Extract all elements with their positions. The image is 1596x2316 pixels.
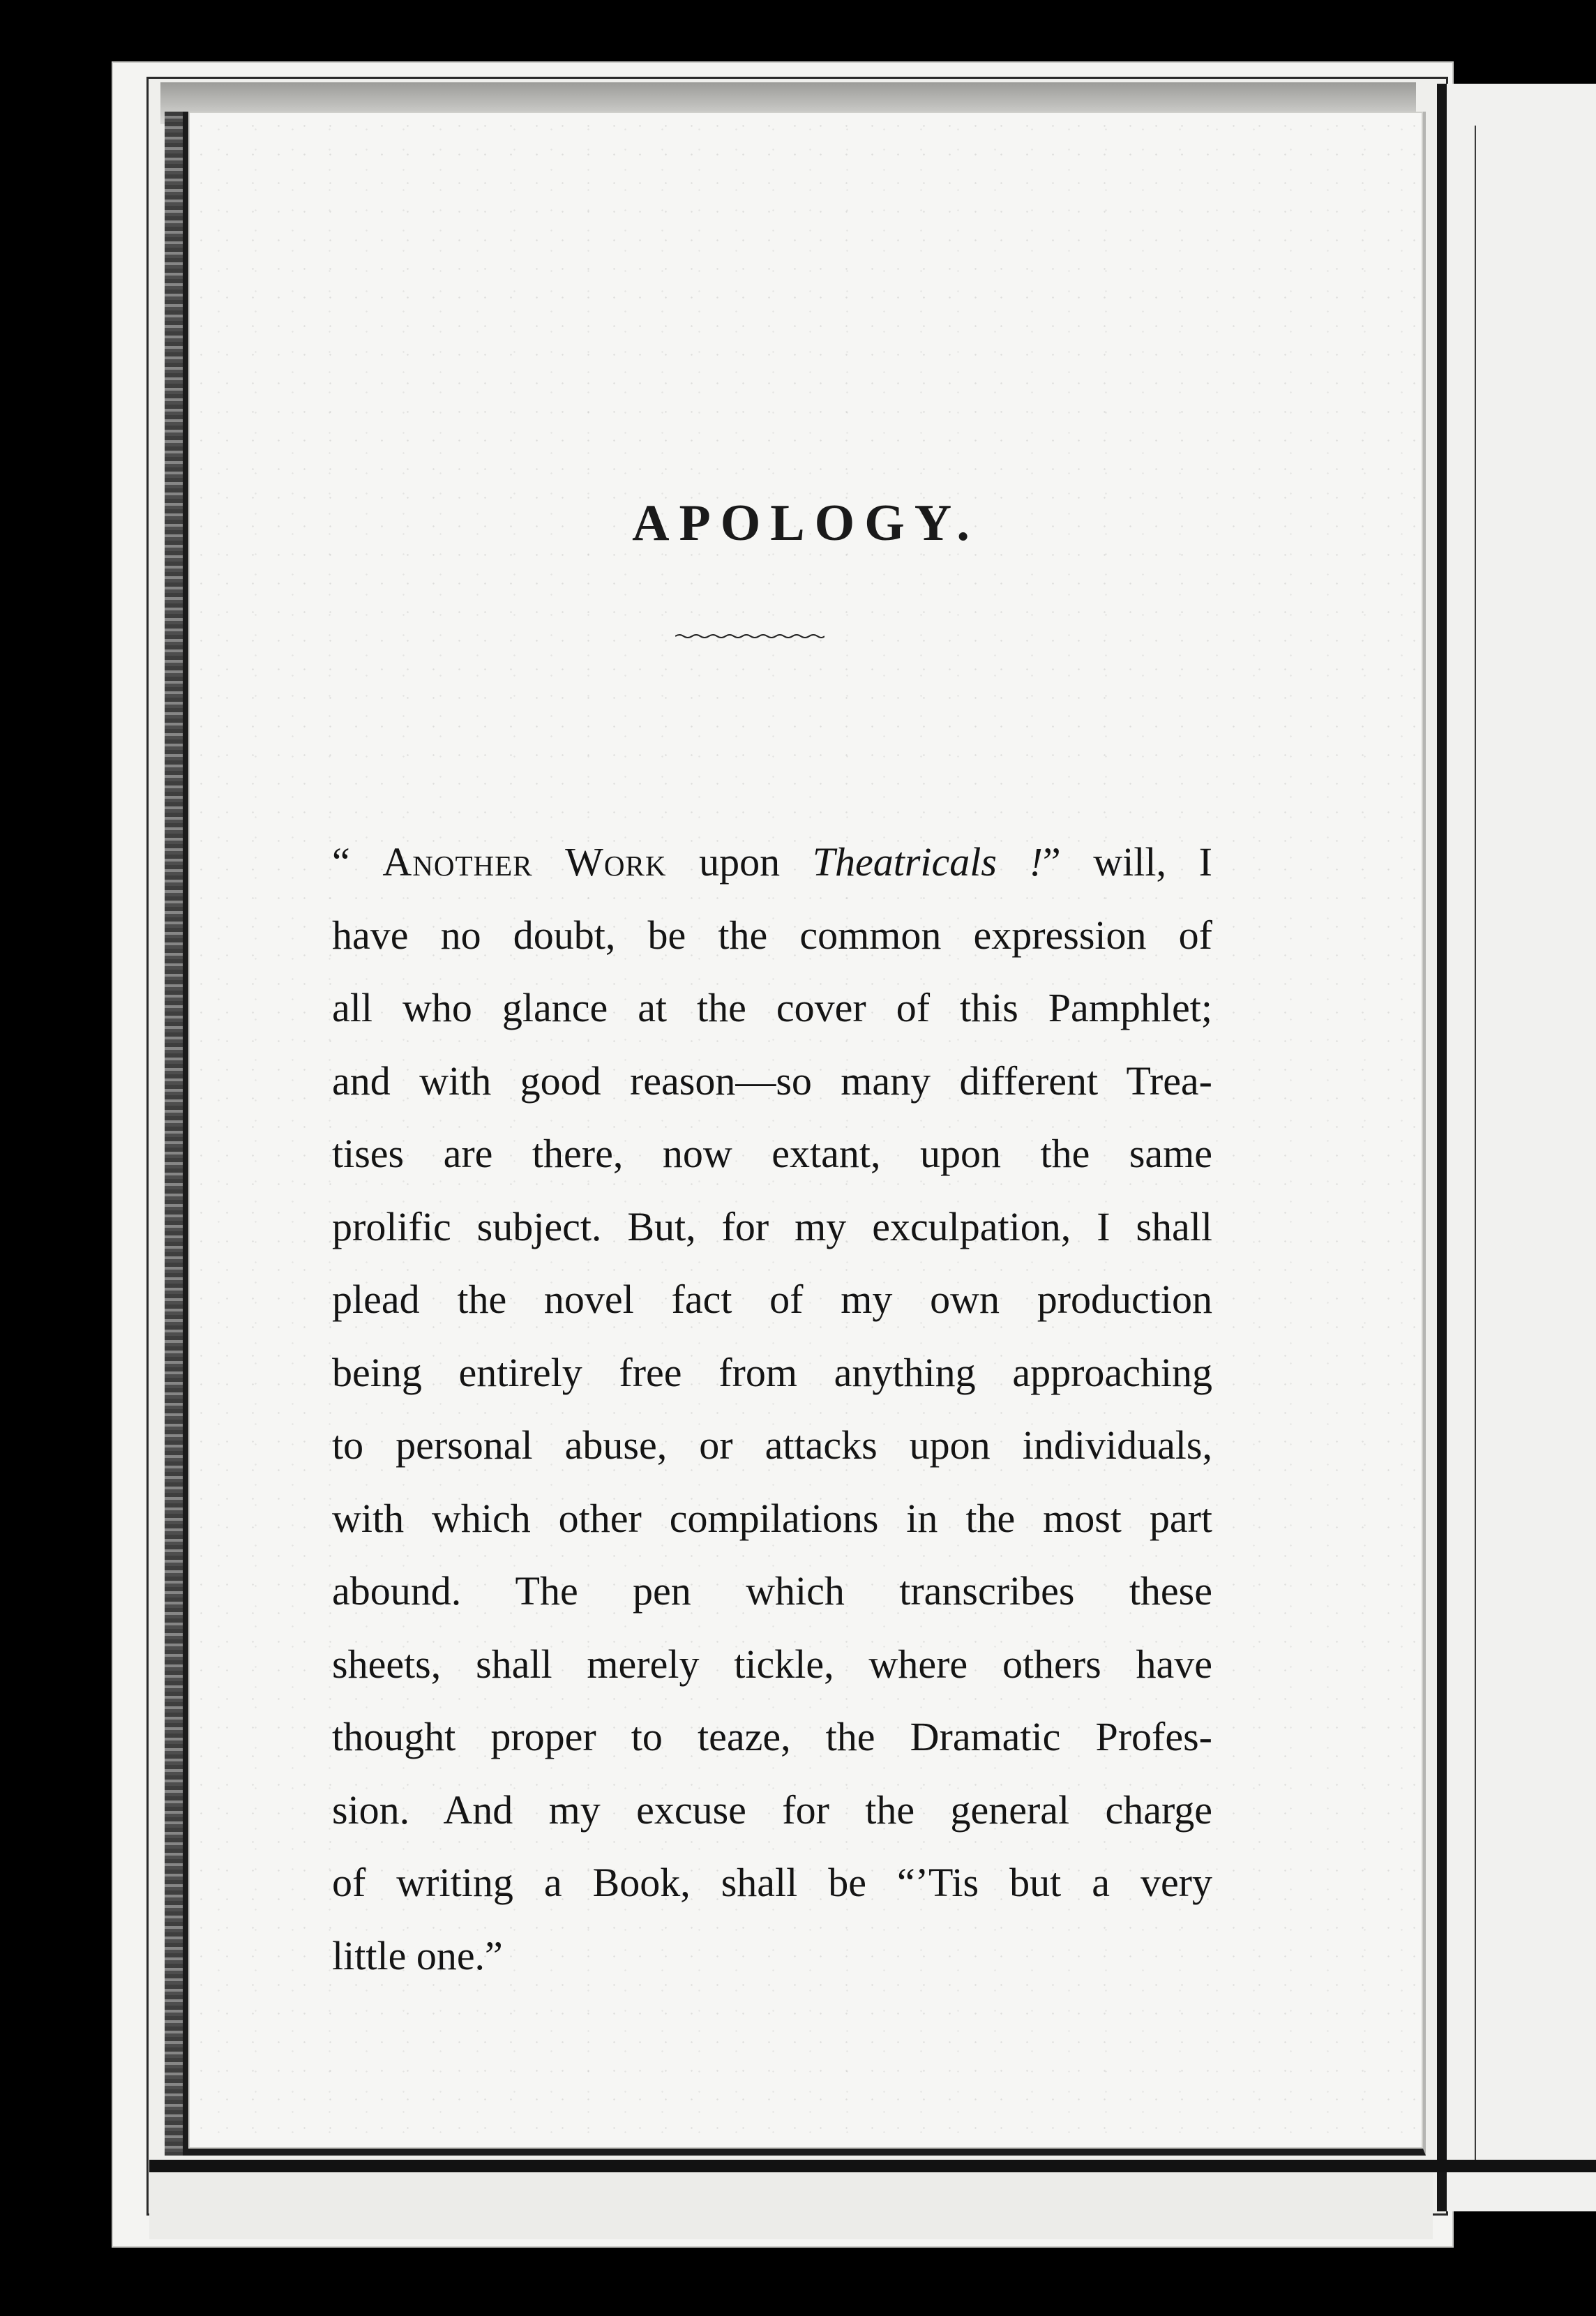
text-line: prolific subject. But, for my exculpation, I shall — [332, 1203, 1212, 1249]
text-line: thought proper to teaze, the Dramatic Profes- — [332, 1714, 1212, 1759]
text-fragment: ” will, I — [1042, 839, 1212, 885]
text-line: with which other compilations in the most part — [332, 1495, 1212, 1541]
text-line: all who glance at the cover of this Pamphlet; — [332, 985, 1212, 1030]
facing-page-edge — [1437, 84, 1596, 2211]
text-line: of writing a Book, shall be “’Tis but a very — [332, 1860, 1212, 1905]
small-caps-phrase: Another Work — [382, 839, 667, 885]
text-line: plead the novel fact of my own production — [332, 1277, 1212, 1322]
apology-paragraph — [332, 826, 1212, 1992]
book-page — [183, 112, 1426, 2156]
text-line: have no doubt, be the common expression of — [332, 912, 1212, 958]
text-line: being entirely free from anything approaching — [332, 1349, 1212, 1395]
italic-title: Theatricals ! — [812, 839, 1043, 885]
bottom-border — [149, 2160, 1596, 2172]
ornamental-rule — [675, 632, 825, 639]
text-line: abound. The pen which transcribes these — [332, 1568, 1212, 1614]
text-line — [332, 826, 1212, 899]
text-line: and with good reason—so many different Trea- — [332, 1058, 1212, 1104]
text-line: little one.” — [332, 1932, 503, 1978]
binding-edge — [165, 112, 183, 2156]
text-line: sheets, shall merely tickle, where others have — [332, 1641, 1212, 1687]
bottom-margin-strip — [149, 2172, 1433, 2239]
text-line: to personal abuse, or attacks upon individuals, — [332, 1422, 1212, 1468]
text-line: tises are there, now extant, upon the same — [332, 1131, 1212, 1176]
text-line: sion. And my excuse for the general charge — [332, 1787, 1212, 1833]
open-quote: “ — [332, 839, 350, 885]
text-fragment: upon — [666, 839, 813, 885]
page-heading: APOLOGY. — [632, 495, 979, 552]
